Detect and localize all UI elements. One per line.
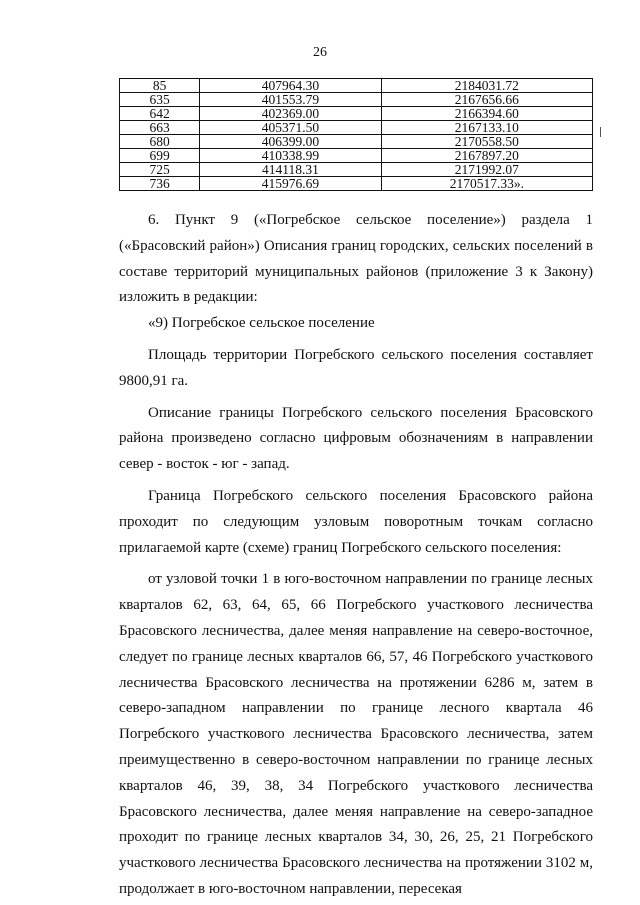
table-row <box>120 93 593 107</box>
x-coordinate-cell: 405371.50 <box>200 121 381 135</box>
table-row <box>120 121 593 135</box>
table-row <box>120 135 593 149</box>
paragraph-heading: «9) Погребское сельское поселение <box>148 315 375 332</box>
table-row <box>120 79 593 93</box>
point-number-cell: 725 <box>120 163 200 177</box>
point-number-cell: 699 <box>120 149 200 163</box>
table-row <box>120 163 593 177</box>
x-coordinate-cell: 402369.00 <box>200 107 381 121</box>
y-coordinate-cell: 2171992.07 <box>381 163 592 177</box>
paragraph-description: Описание границы Погребского сельского поселения Брасовского района произведено согласно цифровым обозначениям в направлении север - восток - юг - запад. <box>119 404 593 473</box>
x-coordinate-cell: 401553.79 <box>200 93 381 107</box>
y-coordinate-cell: 2166394.60 <box>381 107 592 121</box>
point-number-cell: 635 <box>120 93 200 107</box>
table-row <box>120 107 593 121</box>
x-coordinate-cell: 414118.31 <box>200 163 381 177</box>
y-coordinate-cell: 2170558.50 <box>381 135 592 149</box>
y-coordinate-cell: 2167897.20 <box>381 149 592 163</box>
x-coordinate-cell: 410338.99 <box>200 149 381 163</box>
paragraph-amendment: 6. Пункт 9 («Погребское сельское поселение») раздела 1 («Брасовский район») Описания границ городских, сельских поселений в составе территорий муниципальных районов (приложение 3 к Закону) изложить в редакции: <box>119 212 593 306</box>
page-number: 26 <box>313 45 327 60</box>
x-coordinate-cell: 406399.00 <box>200 135 381 149</box>
y-coordinate-cell: 2167133.10 <box>381 121 592 135</box>
y-coordinate-cell: 2170517.33». <box>381 177 592 191</box>
body-text <box>119 208 593 903</box>
paragraph-route: от узловой точки 1 в юго-восточном направлении по границе лесных кварталов 62, 63, 64, 65, 66 Погребского участкового лесничества Брасовского лесничества, далее меняя направление на северо-восточное, следует по границе лесных кварталов 66, 57, 46 Погребского участкового лесничества Брасовского лесничества на протяжении 6286 м, затем в северо-западном направлении по границе лесного квартала 46 Погребского участкового лесничества Брасовского лесничества, затем преимущественно в северо-восточном направлении по границе лесных кварталов 46, 39, 38, 34 Погребского участкового лесничества Брасовского лесничества, далее меняя направление на северо-западное проходит по границе лесных кварталов 34, 30, 26, 25, 21 Погребского участкового лесничества Брасовского лесничества на протяжении 3102 м, продолжает в юго-восточном направлении, пересекая <box>119 571 593 897</box>
paragraph-area: Площадь территории Погребского сельского поселения составляет 9800,91 га. <box>119 346 593 389</box>
coordinates-table-body <box>120 79 593 191</box>
point-number-cell: 736 <box>120 177 200 191</box>
point-number-cell: 680 <box>120 135 200 149</box>
x-coordinate-cell: 407964.30 <box>200 79 381 93</box>
paragraph-boundary: Граница Погребского сельского поселения Брасовского района проходит по следующим узловым поворотным точкам согласно прилагаемой карте (схеме) границ Погребского сельского поселения: <box>119 487 593 556</box>
y-coordinate-cell: 2184031.72 <box>381 79 592 93</box>
x-coordinate-cell: 415976.69 <box>200 177 381 191</box>
point-number-cell: 663 <box>120 121 200 135</box>
point-number-cell: 642 <box>120 107 200 121</box>
margin-mark <box>600 127 607 137</box>
y-coordinate-cell: 2167656.66 <box>381 93 592 107</box>
table-row <box>120 149 593 163</box>
point-number-cell: 85 <box>120 79 200 93</box>
table-row <box>120 177 593 191</box>
coordinates-table <box>119 78 593 191</box>
